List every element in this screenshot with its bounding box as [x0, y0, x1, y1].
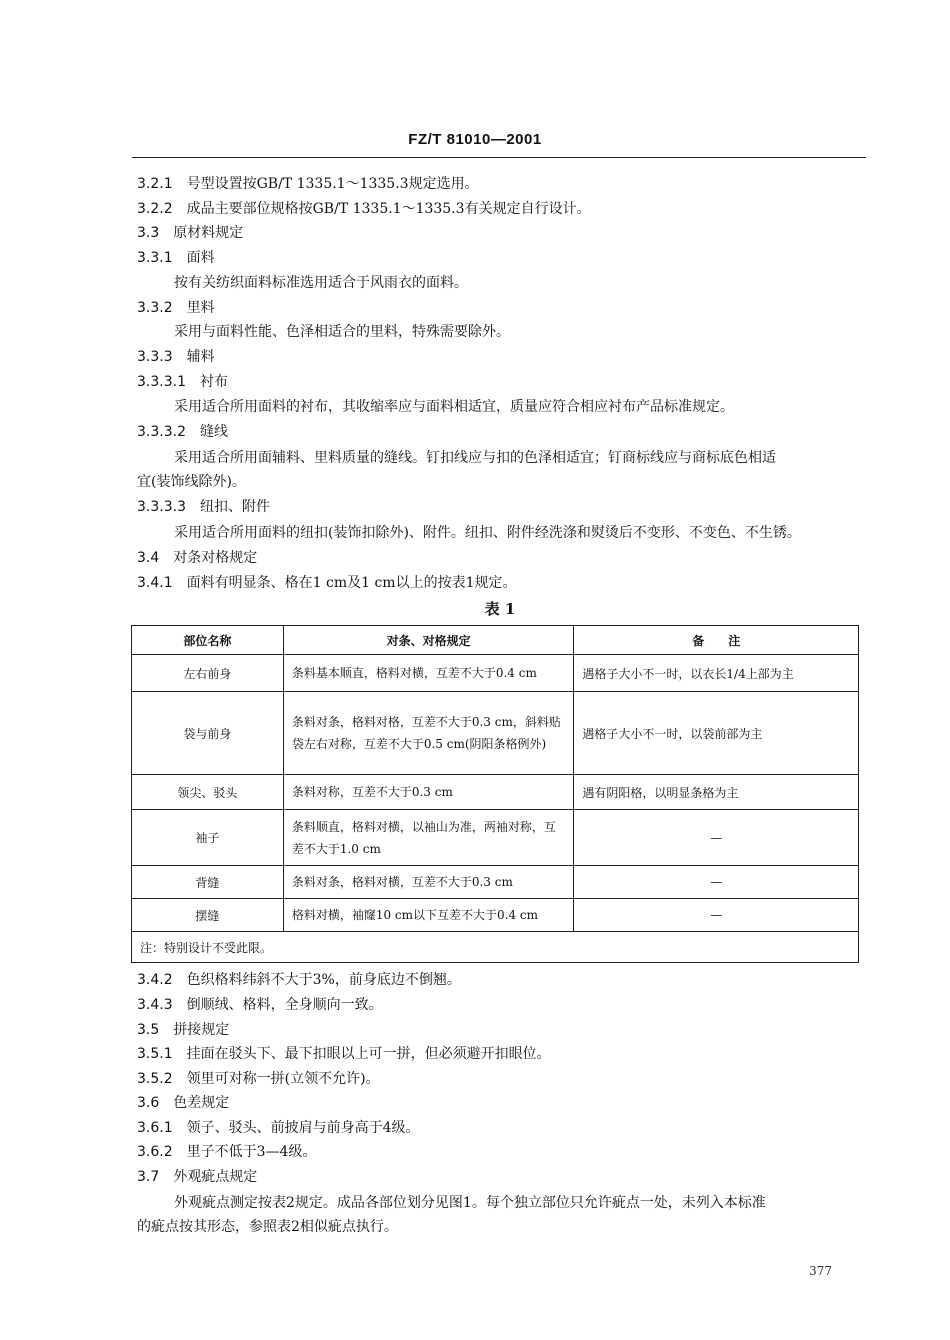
cell-part: 摆缝: [132, 899, 284, 932]
clause-line: [137, 423, 228, 441]
clause-line: [137, 971, 461, 989]
cell-note: 遇格子大小不一时，以袋前部为主: [574, 692, 859, 775]
table-row: [132, 866, 859, 899]
cell-rule: 条料对条，格料对横，互差不大于0.3 cm: [283, 866, 574, 899]
clause-text: 对条对格规定: [173, 550, 258, 566]
clause-number: 3.2.1: [137, 176, 173, 192]
clause-text: 纽扣、附件: [199, 499, 270, 515]
table-footnote-row: [132, 932, 859, 963]
clause-text: 面料有明显条、格在1 cm及1 cm以上的按表1规定。: [186, 575, 517, 591]
clause-number: 3.3: [137, 225, 160, 241]
table-row: [132, 899, 859, 932]
paragraph-line: [174, 323, 510, 341]
clause-line: [137, 996, 383, 1014]
clause-line: [137, 249, 215, 267]
paragraph-text: 采用与面料性能、色泽相适合的里料，特殊需要除外。: [174, 324, 510, 340]
cell-part: 袋与前身: [132, 692, 284, 775]
cell-note: 遇格子大小不一时，以衣长1/4上部为主: [574, 655, 859, 692]
paragraph-text: 的疵点按其形态，参照表2相似疵点执行。: [137, 1219, 398, 1235]
clause-text: 面料: [186, 250, 215, 266]
cell-rule: 格料对横，袖窿10 cm以下互差不大于0.4 cm: [283, 899, 574, 932]
clause-text: 拼接规定: [173, 1022, 230, 1038]
table-1: [131, 625, 859, 963]
clause-number: 3.6: [137, 1095, 160, 1111]
clause-line: [137, 1045, 551, 1063]
clause-line: [137, 1143, 316, 1161]
clause-number: 3.2.2: [137, 201, 173, 217]
clause-text: 色差规定: [173, 1095, 230, 1111]
cell-note: —: [574, 866, 859, 899]
paragraph-line: [174, 449, 776, 467]
header-part: 部位名称: [132, 626, 284, 655]
paragraph-text: 外观疵点测定按表2规定。成品各部位划分见图1。每个独立部位只允许疵点一处，未列入本标准: [174, 1195, 766, 1211]
clause-number: 3.6.1: [137, 1120, 173, 1136]
clause-number: 3.5.1: [137, 1046, 173, 1062]
table-row: [132, 655, 859, 692]
clause-text: 外观疵点规定: [173, 1169, 258, 1185]
cell-rule: 条料对称，互差不大于0.3 cm: [283, 775, 574, 810]
cell-part: 左右前身: [132, 655, 284, 692]
clause-number: 3.5: [137, 1022, 160, 1038]
clause-line: [137, 498, 270, 516]
clause-line: [137, 574, 516, 592]
table-row: [132, 810, 859, 866]
paragraph-line: [174, 398, 734, 416]
clause-number: 3.3.3.1: [137, 374, 186, 390]
clause-line: [137, 200, 591, 218]
clause-number: 3.4: [137, 550, 160, 566]
table-footnote: 注：特别设计不受此限。: [132, 932, 859, 963]
clause-line: [137, 348, 215, 366]
clause-number: 3.4.3: [137, 997, 173, 1013]
page-number: 377: [809, 1264, 832, 1278]
clause-number: 3.4.1: [137, 575, 173, 591]
cell-rule: 条料顺直，格料对横，以袖山为准，两袖对称，互差不大于1.0 cm: [283, 810, 574, 866]
paragraph-line: [174, 524, 801, 542]
clause-text: 领子、驳头、前披肩与前身高于4级。: [186, 1120, 420, 1136]
clause-number: 3.5.2: [137, 1071, 173, 1087]
paragraph-text: 采用适合所用面料的衬布，其收缩率应与面料相适宜，质量应符合相应衬布产品标准规定。: [174, 399, 734, 415]
cell-part: 背缝: [132, 866, 284, 899]
cell-rule: 条料对条，格料对格，互差不大于0.3 cm，斜料贴袋左右对称，互差不大于0.5 cm(阴阳条格例外): [283, 692, 574, 775]
cell-rule: 条料基本顺直，格料对横，互差不大于0.4 cm: [283, 655, 574, 692]
cell-note: —: [574, 810, 859, 866]
clause-text: 成品主要部位规格按GB/T 1335.1～1335.3有关规定自行设计。: [186, 201, 591, 217]
clause-number: 3.3.1: [137, 250, 173, 266]
paragraph-text: 采用适合所用面辅料、里料质量的缝线。钉扣线应与扣的色泽相适宜；钉商标线应与商标底色相适: [174, 450, 776, 466]
cell-note: —: [574, 899, 859, 932]
paragraph-line: [137, 473, 246, 491]
paragraph-text: 宜(装饰线除外)。: [137, 474, 246, 490]
cell-part: 领尖、驳头: [132, 775, 284, 810]
clause-line: [137, 224, 243, 242]
clause-line: [137, 1119, 420, 1137]
clause-text: 辅料: [186, 349, 215, 365]
clause-text: 领里可对称一拼(立领不允许)。: [186, 1071, 380, 1087]
cell-note: 遇有阴阳格，以明显条格为主: [574, 775, 859, 810]
clause-line: [137, 1021, 229, 1039]
clause-line: [137, 1070, 380, 1088]
clause-text: 挂面在驳头下、最下扣眼以上可一拼，但必须避开扣眼位。: [186, 1046, 551, 1062]
clause-line: [137, 373, 228, 391]
header-rule: 对条、对格规定: [283, 626, 574, 655]
clause-line: [137, 299, 215, 317]
table-row: [132, 775, 859, 810]
clause-text: 衬布: [199, 374, 228, 390]
clause-number: 3.4.2: [137, 972, 173, 988]
paragraph-line: [174, 1194, 766, 1212]
table-header-row: [132, 626, 859, 655]
clause-line: [137, 549, 257, 567]
cell-part: 袖子: [132, 810, 284, 866]
clause-line: [137, 175, 479, 193]
header-note: 备 注: [574, 626, 859, 655]
clause-text: 号型设置按GB/T 1335.1～1335.3规定选用。: [186, 176, 479, 192]
clause-number: 3.3.3.2: [137, 424, 186, 440]
clause-text: 色织格料纬斜不大于3%，前身底边不倒翘。: [186, 972, 461, 988]
table-caption: 表 1: [484, 600, 516, 618]
clause-number: 3.3.3.3: [137, 499, 186, 515]
clause-number: 3.3.2: [137, 300, 173, 316]
table-row: [132, 692, 859, 775]
clause-text: 里子不低于3—4级。: [186, 1144, 317, 1160]
paragraph-line: [137, 1218, 398, 1236]
paragraph-text: 采用适合所用面料的纽扣(装饰扣除外)、附件。纽扣、附件经洗涤和熨烫后不变形、不变色、不生锈。: [174, 525, 801, 541]
clause-text: 倒顺绒、格料，全身顺向一致。: [186, 997, 383, 1013]
standard-code: FZ/T 81010—2001: [408, 131, 542, 148]
clause-text: 原材料规定: [173, 225, 244, 241]
clause-line: [137, 1094, 229, 1112]
header-rule: [132, 157, 866, 158]
paragraph-text: 按有关纺织面料标准选用适合于风雨衣的面料。: [174, 275, 468, 291]
clause-line: [137, 1168, 257, 1186]
clause-text: 里料: [186, 300, 215, 316]
clause-number: 3.6.2: [137, 1144, 173, 1160]
clause-number: 3.7: [137, 1169, 160, 1185]
clause-number: 3.3.3: [137, 349, 173, 365]
clause-text: 缝线: [199, 424, 228, 440]
paragraph-line: [174, 274, 468, 292]
